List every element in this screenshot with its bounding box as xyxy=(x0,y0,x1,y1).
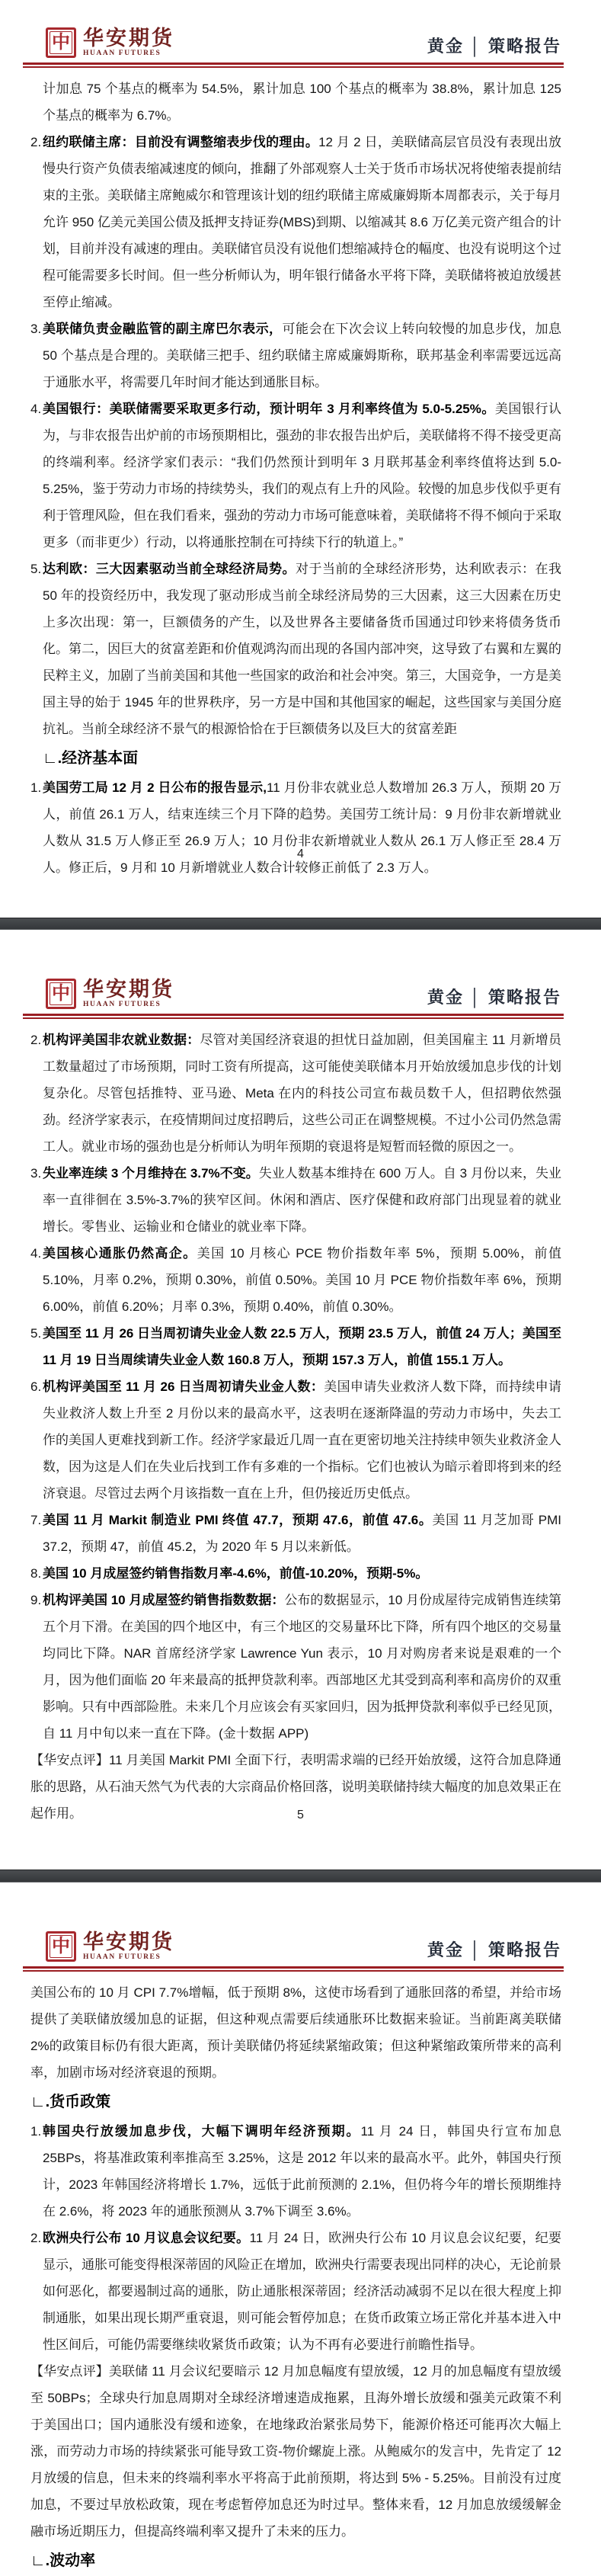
report-title: 黄金 │ 策略报告 xyxy=(427,1940,561,1959)
paragraph-continuation: 计加息 75 个基点的概率为 54.5%，累计加息 100 个基点的概率为 38.8%，累计加息 125 个基点的概率为 6.7%。 xyxy=(43,82,561,123)
list-number: 5. xyxy=(30,562,42,576)
list-number: 5. xyxy=(30,1326,42,1341)
brand-logo xyxy=(46,1931,174,1962)
page-body xyxy=(30,1027,561,1827)
item-lead: 美国至 11 月 26 日当周初请失业金人数 22.5 万人，预期 23.5 万人，前值 24 万人；美国至 11 月 19 日当周续请失业金人数 160.8 万人，预期 157.3 万人，前值 155.1 万人。 xyxy=(43,1326,561,1367)
brand-logo xyxy=(46,27,174,58)
list-item: 1. 美国劳工局 12 月 2 日公布的报告显示,11 月份非农就业总人数增加 26.3 万人，预期 20 万人，前值 26.1 万人，结束连续三个月下降的趋势。美国劳工统计局：9 月份非农新增就业人数从 31.5 万人修正至 26.9 万人；10 月份非农新增就业人数从 26.1 万人修正至 28.4 万人。修正后，9 月和 10 月新增就业人数合计较修正前低了 2.3 万人。 xyxy=(30,774,561,881)
list-number: 9. xyxy=(30,1593,42,1607)
list-item: 3. 失业率连续 3 个月维持在 3.7%不变。失业人数基本维持在 600 万人。自 3 月份以来，失业率一直徘徊在 3.5%-3.7%的狭窄区间。休闲和酒店、医疗保健和政府部门出现显着的就业增长。零售业、运输业和仓储业的就业率下降。 xyxy=(30,1160,561,1240)
page-separator xyxy=(0,1870,601,1882)
brand-name-cn: 华安期货 xyxy=(83,1930,174,1953)
header-rule xyxy=(23,62,564,68)
report-page-5 xyxy=(0,930,601,1870)
item-lead: 机构评美国 10 月成屋签约销售指数数据： xyxy=(43,1593,285,1607)
brand-name-en: HUAAN FUTURES xyxy=(83,50,161,57)
report-title: 黄金 │ 策略报告 xyxy=(427,37,561,56)
item-lead: 韩国央行放缓加息步伐，大幅下调明年经济预期。 xyxy=(43,2124,361,2139)
list-item: 1. 韩国央行放缓加息步伐，大幅下调明年经济预期。11 月 24 日，韩国央行宣布加息 25BPs，将基准政策利率推高至 3.25%，这是 2012 年以来的最高水平。此外，韩国央行预计，2023 年韩国经济将增长 1.7%，远低于此前预测的 2.1%，但仍将今年的增长预期维持在 2.6%，将 2023 年的通胀预测从 3.7%下调至 3.6%。 xyxy=(30,2118,561,2225)
list-number: 3. xyxy=(30,322,42,336)
list-number: 1. xyxy=(30,2124,42,2139)
item-lead: 美国 11 月 Markit 制造业 PMI 终值 47.7，预期 47.6，前值 47.6。 xyxy=(43,1513,433,1527)
list-number: 2. xyxy=(30,135,42,149)
brand-seal-icon: 中 xyxy=(46,979,76,1009)
list-item: 2. 机构评美国非农就业数据：尽管对美国经济衰退的担忧日益加剧，但美国雇主 11 月新增员工数量超过了市场预期，同时工资有所提高，这可能使美联储本月开始放缓加息步伐的计划复杂化。尽管包括推特、亚马逊、Meta 在内的科技公司宣布裁员数千人，但招聘依然强劲。经济学家表示，在疫情期间过度招聘后，这些公司正在调整规模。不过小公司仍然急需工人。就业市场的强劲也是分析师认为明年预期的衰退将是短暂而轻微的原因之一。 xyxy=(30,1027,561,1160)
list-number: 6. xyxy=(30,1379,42,1394)
item-lead: 欧洲央行公布 10 月议息会议纪要。 xyxy=(43,2231,250,2245)
paragraph: 美国公布的 10 月 CPI 7.7%增幅，低于预期 8%，这使市场看到了通胀回落的希望，并给市场提供了美联储放缓加息的证据，但这种观点需要后续通胀环比数据来验证。当前距离美联储 2%的政策目标仍有很大距离，预计美联储仍将延续紧缩政策；但这种紧缩政策所带来的高利率，加剧市场对经济衰退的预期。 xyxy=(30,1985,561,2080)
item-lead: 美国 10 月成屋签约销售指数月率-4.6%，前值-10.20%，预期-5%。 xyxy=(43,1566,429,1581)
brand-seal-icon: 中 xyxy=(46,1931,76,1962)
page-header xyxy=(30,979,561,1019)
header-rule xyxy=(23,1014,564,1019)
page-header xyxy=(30,27,561,68)
list-item: 3. 美联储负责金融监管的副主席巴尔表示，可能会在下次会议上转向较慢的加息步伐，加息 50 个基点是合理的。美联储三把手、纽约联储主席威廉姆斯称，联邦基金利率需要远远高于通胀水平，将需要几年时间才能达到通胀目标。 xyxy=(30,316,561,396)
list-number: 8. xyxy=(30,1566,42,1581)
list-item: 9. 机构评美国 10 月成屋签约销售指数数据：公布的数据显示，10 月份成屋待完成销售连续第五个月下滑。在美国的四个地区中，有三个地区的交易量环比下降，所有四个地区的交易量均同比下降。NAR 首席经济学家 Lawrence Yun 表示，10 月对购房者来说是艰难的一个月，因为他们面临 20 年来最高的抵押贷款利率。西部地区尤其受到高利率和高房价的双重影响。只有中西部险胜。未来几个月应该会有买家回归，因为抵押贷款利率似乎已经见顶，自 11 月中旬以来一直在下降。(金十数据 APP) xyxy=(30,1587,561,1747)
item-lead: 美联储负责金融监管的副主席巴尔表示， xyxy=(43,322,283,336)
brand-name-en: HUAAN FUTURES xyxy=(83,1001,161,1008)
brand-seal-icon: 中 xyxy=(46,27,76,58)
list-number: 3. xyxy=(30,1166,42,1181)
list-item: 7. 美国 11 月 Markit 制造业 PMI 终值 47.7，预期 47.6，前值 47.6。美国 11 月芝加哥 PMI 37.2，预期 47，前值 45.2，为 2020 年 5 月以来新低。 xyxy=(30,1507,561,1560)
page-number: 5 xyxy=(297,1809,304,1821)
page-body xyxy=(30,75,561,881)
comment-paragraph: 【华安点评】美联储 11 月会议纪要暗示 12 月加息幅度有望放缓，12 月的加息幅度有望放缓至 50BPs；全球央行加息周期对全球经济增速造成拖累，且海外增长放缓和强美元政策不利于美国出口；国内通胀没有缓和迹象，在地缘政治紧张局势下，能源价格还可能再次大幅上涨，而劳动力市场的持续紧张可能导致工资-物价螺旋上涨。从鲍威尔的发言中，先肯定了 12 月放缓的信息，但未来的终端利率水平将高于此前预期，将达到 5% - 5.25%。目前没有过度加息，不要过早放松政策，现在考虑暂停加息还为时过早。整体来看，12 月加息放缓缓解金融市场近期压力，但提高终端利率又提升了未来的压力。 xyxy=(30,2364,561,2539)
page-header xyxy=(30,1931,561,1972)
list-number: 4. xyxy=(30,402,42,416)
list-number: 7. xyxy=(30,1513,42,1527)
header-rule xyxy=(23,1966,564,1972)
list-item xyxy=(30,1560,561,1587)
item-lead: 失业率连续 3 个月维持在 3.7%不变。 xyxy=(43,1166,259,1181)
report-page-6 xyxy=(0,1882,601,2576)
brand-name-cn: 华安期货 xyxy=(83,978,174,1001)
list-number: 4. xyxy=(30,1246,42,1261)
list-item: 2. 欧洲央行公布 10 月议息会议纪要。11 月 24 日，欧洲央行公布 10 月议息会议纪要，纪要显示，通胀可能变得根深蒂固的风险正在增加，欧洲央行需要表现出同样的决心，无论前景如何恶化，都要遏制过高的通胀，防止通胀根深蒂固；经济活动减弱不足以在很大程度上抑制通胀，如果出现长期严重衰退，则可能会暂停加息；在货币政策立场正常化并基本进入中性区间后，可能仍需要继续收紧货币政策；认为不再有必要进行前瞻性指导。 xyxy=(30,2225,561,2358)
comment-paragraph: 【华安点评】11 月美国 Markit PMI 全面下行，表明需求端的已经开始放缓，这符合加息降通胀的思路，从石油天然气为代表的大宗商品价格回落，说明美联储持续大幅度的加息效果正在起作用。 xyxy=(30,1753,561,1821)
report-page-4 xyxy=(0,0,601,918)
item-lead: 纽约联储主席：目前没有调整缩表步伐的理由。 xyxy=(43,135,319,149)
item-lead: 美国银行：美联储需要采取更多行动，预计明年 3 月利率终值为 5.0-5.25%。 xyxy=(43,402,495,416)
item-lead: 机构评美国至 11 月 26 日当周初请失业金人数： xyxy=(43,1379,324,1394)
item-lead: 达利欧：三大因素驱动当前全球经济局势。 xyxy=(43,562,296,576)
item-lead: 美国劳工局 12 月 2 日公布的报告显示, xyxy=(43,780,267,795)
list-item: 6. 机构评美国至 11 月 26 日当周初请失业金人数：美国申请失业救济人数下降，而持续申请失业救济人数上升至 2 月份以来的最高水平，这表明在逐渐降温的劳动力市场中，失去工作的美国人更难找到新工作。经济学家最近几周一直在更密切地关注持续申领失业救济金人数，因为这是人们在失业后找到工作有多难的一个指标。它们也被认为暗示着即将到来的经济衰退。尽管过去两个月该指数一直在上升，但仍接近历史低点。 xyxy=(30,1373,561,1507)
report-title: 黄金 │ 策略报告 xyxy=(427,988,561,1007)
list-item xyxy=(30,1320,561,1373)
brand-name-cn: 华安期货 xyxy=(83,27,174,50)
item-lead: 美国核心通胀仍然高企。 xyxy=(43,1246,197,1261)
list-number: 2. xyxy=(30,1033,42,1047)
section-heading: ∟.波动率 xyxy=(30,2552,96,2569)
page-body xyxy=(30,1979,561,2572)
list-item: 2. 纽约联储主席：目前没有调整缩表步伐的理由。12 月 2 日，美联储高层官员没有表现出放慢央行资产负债表缩减速度的倾向，推翻了外部观察人士关于货币市场状况将使缩表提前结束的主张。美联储主席鲍威尔和管理该计划的纽约联储主席威廉姆斯本周都表示，关于每月允许 950 亿美元美国公债及抵押支持证券(MBS)到期、以缩减其 8.6 万亿美元资产组合的计划，目前并没有减速的理由。美联储官员没有说他们想缩减持仓的幅度、也没有说明这个过程可能需要多长时间。但一些分析师认为，明年银行储备水平将下降，美联储将被迫放缓甚至停止缩减。 xyxy=(30,129,561,316)
list-number: 2. xyxy=(30,2231,42,2245)
brand-logo xyxy=(46,979,174,1009)
page-number: 4 xyxy=(297,847,304,860)
page-separator xyxy=(0,918,601,930)
list-item: 4. 美国银行：美联储需要采取更多行动，预计明年 3 月利率终值为 5.0-5.25%。美国银行认为，与非农报告出炉前的市场预期相比，强劲的非农报告出炉后，美联储将不得不接受更高的终端利率。经济学家们表示：“我们仍然预计到明年 3 月联邦基金利率终值将达到 5.0-5.25%，鉴于劳动力市场的持续势头，我们的观点有上升的风险。较慢的加息步伐似乎更有利于管理风险，但在我们看来，强劲的劳动力市场可能意味着，美联储将不得不倾向于采取更多（而非更少）行动，以将通胀控制在可持续下行的轨道上。” xyxy=(30,396,561,556)
section-heading: ∟.经济基本面 xyxy=(43,750,139,767)
list-item: 5. 达利欧：三大因素驱动当前全球经济局势。对于当前的全球经济形势，达利欧表示：在我 50 年的投资经历中，我发现了驱动形成当前全球经济局势的三大因素，这三大因素在历史上多次出现：第一，巨额债务的产生，以及世界各主要储备货币国通过印钞来将债务货币化。第二，因巨大的贫富差距和价值观鸿沟而出现的各国内部冲突，这导致了右翼和左翼的民粹主义，加剧了当前美国和其他一些国家的政治和社会冲突。第三，大国竞争，一方是美国主导的始于 1945 年的世界秩序，另一方是中国和其他国家的崛起，这些国家与美国分庭抗礼。当前全球经济不景气的根源恰恰在于巨额债务以及巨大的贫富差距 xyxy=(30,556,561,742)
list-item: 4. 美国核心通胀仍然高企。美国 10 月核心 PCE 物价指数年率 5%，预期 5.00%，前值 5.10%，月率 0.2%，预期 0.30%，前值 0.50%。美国 10 月 PCE 物价指数年率 6%，预期 6.00%，前值 6.20%；月率 0.3%，预期 0.40%，前值 0.30%。 xyxy=(30,1240,561,1320)
item-lead: 机构评美国非农就业数据： xyxy=(43,1033,200,1047)
brand-name-en: HUAAN FUTURES xyxy=(83,1953,161,1961)
list-number: 1. xyxy=(30,780,42,795)
section-heading: ∟.货币政策 xyxy=(30,2094,111,2110)
